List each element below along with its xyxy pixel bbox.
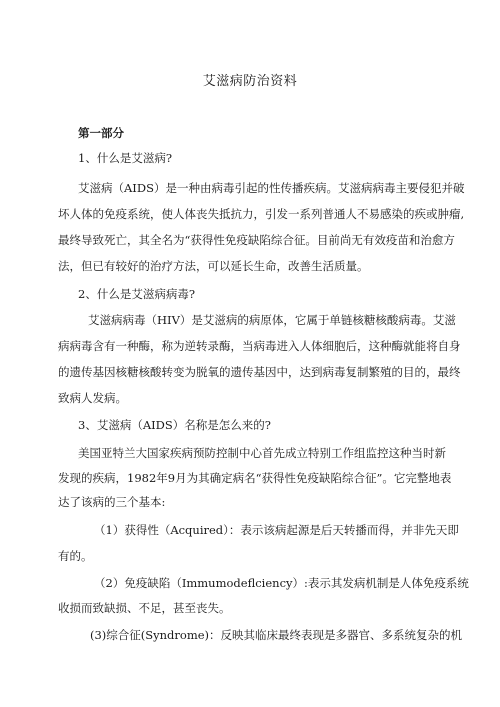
document-title: 艾滋病防治资料 [202, 74, 298, 89]
question-1-line: 坏人体的免疫系统，使人体丧失抵抗力，引发一系列普通人不易感染的疾或肿瘤, [58, 207, 465, 221]
question-3-item-line: 有的。 [58, 549, 93, 563]
question-2-heading: 2、什么是艾滋病病毒? [78, 287, 195, 301]
question-2-line: 的遗传基因核糖核酸转变为脱氧的遗传基因中，达到病毒复制繁殖的目的，最终 [58, 365, 461, 379]
question-3-line: 达了该病的三个基本: [58, 495, 166, 509]
question-1-line: 法，但已有较好的治疗方法，可以延长生命，改善生活质量。 [58, 259, 369, 273]
section-heading: 第一部分 [78, 126, 124, 140]
question-3-line: 美国亚特兰大国家疾病预防控制中心首先成立特别工作组监控这种当时新 [78, 446, 446, 460]
question-1-line: 最终导致死亡，其全名为“获得性免疫缺陷综合征。目前尚无有效疫苗和治愈方 [58, 233, 455, 247]
question-3-heading: 3、艾滋病（AIDS）名称是怎么来的? [78, 418, 271, 432]
question-3-item-line: （2）免疫缺陷（Immumodeflciency）:表示其发病机制是人体免疫系统 [94, 576, 469, 590]
question-3-line: 发现的疾病，1982年9月为其确定病名“获得性免疫缺陷综合征”。它完整地表 [58, 471, 452, 485]
question-3-item-line: （1）获得性（Acquired）：表示该病起源是后天转播而得，并非先天即 [94, 523, 459, 537]
question-3-item-line: (3)综合征(Syndrome)：反映其临床最终表现是多器官、多系统复杂的机 [90, 628, 463, 642]
question-2-line: 病病毒含有一种酶，称为逆转录酶，当病毒进入人体细胞后，这种酶就能将自身 [58, 339, 461, 353]
question-1-heading: 1、什么是艾滋病? [78, 151, 172, 165]
question-3-item-line: 收损而致缺损、不足，甚至丧失。 [58, 601, 231, 615]
question-2-line: 艾滋病病毒（HIV）是艾滋病的病原体，它属于单链核糖核酸病毒。艾滋 [88, 313, 456, 327]
question-1-line: 艾滋病（AIDS）是一种由病毒引起的性传播疾病。艾滋病病毒主要侵犯并破 [78, 181, 465, 195]
question-2-line: 致病人发病。 [58, 391, 127, 405]
